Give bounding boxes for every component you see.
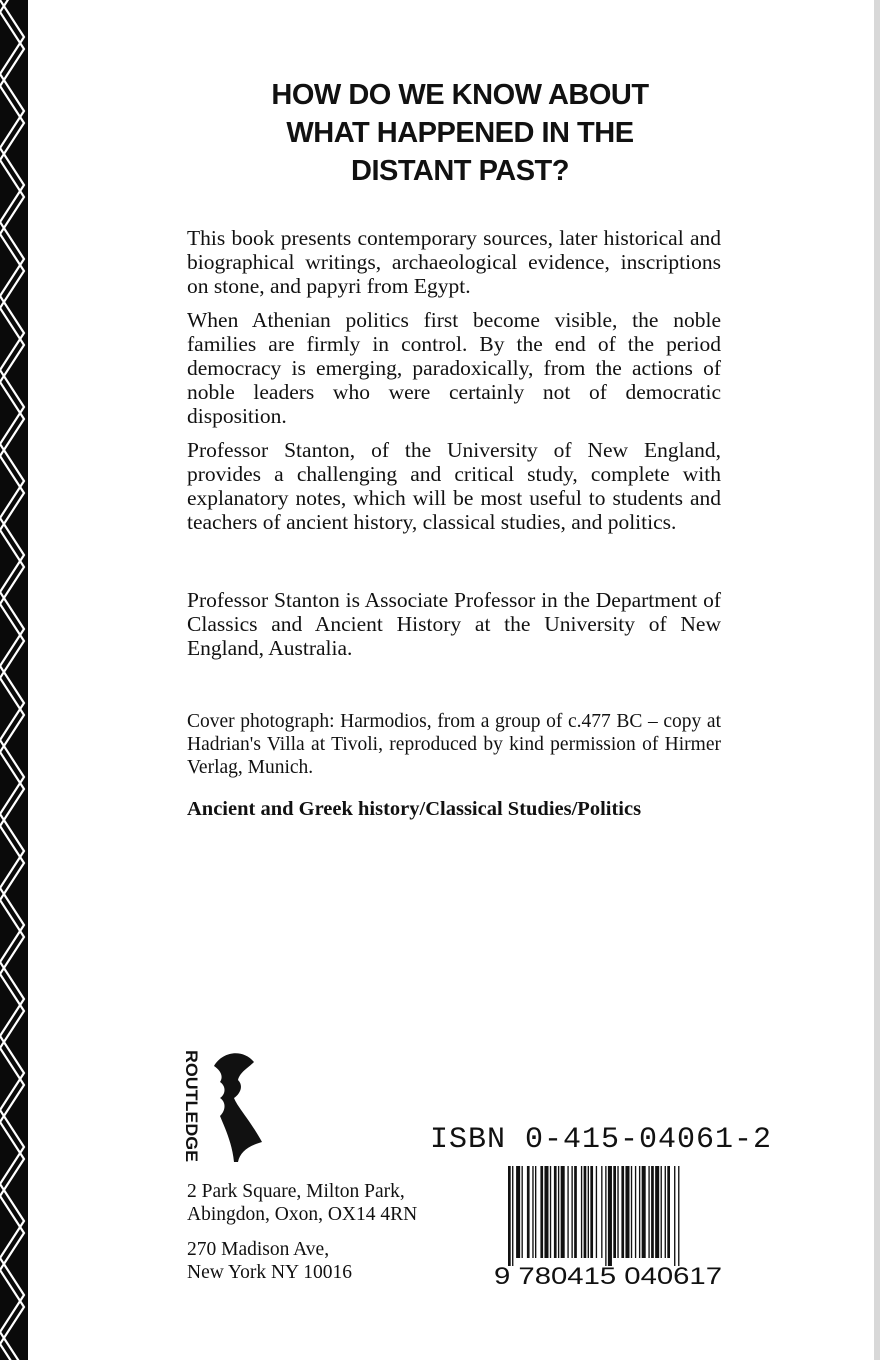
routledge-logo [182,1046,264,1166]
address-us [187,1238,352,1284]
barcode-digits: 9 780415 040617 [494,1263,722,1288]
author-bio: Professor Stanton is Associate Professor in the Department of Classics and Ancient History at the University of New England, Australia. [187,588,721,660]
headline-line: HOW DO WE KNOW ABOUT [271,79,649,111]
publisher-name: ROUTLEDGE [182,1050,200,1154]
barcode-bars [508,1166,679,1266]
address-line: 2 Park Square, Milton Park, [187,1181,405,1202]
routledge-r-profile-icon [214,1053,262,1162]
blurb-paragraph: When Athenian politics first become visible, the noble families are firmly in control. By the end of the period democracy is emerging, paradoxically, from the actions of noble leaders who were certainly not of democratic disposition. [187,308,721,428]
headline-line: DISTANT PAST? [351,155,569,187]
address-line: New York NY 10016 [187,1262,353,1283]
blurb-paragraph: This book presents contemporary sources, later historical and biographical writings, archaeological evidence, inscriptions on stone, and papyri from Egypt. [187,226,721,298]
barcode [492,1166,724,1288]
isbn-label: ISBN 0-415-04061-2 [430,1123,773,1157]
address-line: Abingdon, Oxon, OX14 4RN [187,1204,418,1225]
subject-categories: Ancient and Greek history/Classical Studies/Politics [187,798,642,820]
headline-line: WHAT HAPPENED IN THE [286,117,634,149]
blurb-paragraph: Professor Stanton, of the University of New England, provides a challenging and critical study, complete with explanatory notes, which will be most useful to students and teachers of ancient history, classical studies, and politics. [187,438,721,534]
blurb [187,226,721,544]
page-edge-shadow [874,0,880,1360]
headline [160,76,760,190]
zigzag-border [0,0,28,1360]
cover-credit: Cover photograph: Harmodios, from a group of c.477 BC – copy at Hadrian's Villa at Tivoli, reproduced by kind permission of Hirmer Verlag, Munich. [187,711,721,778]
address-uk [187,1180,417,1226]
address-line: 270 Madison Ave, [187,1239,330,1260]
